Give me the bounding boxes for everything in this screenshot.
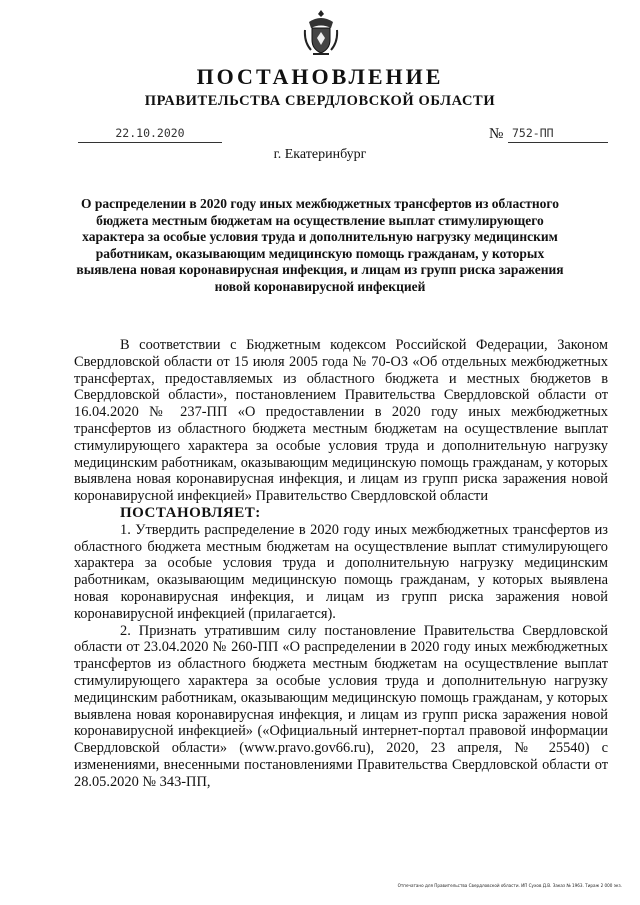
document-title: ПОСТАНОВЛЕНИЕ [196, 64, 444, 89]
document-subtitle: ПРАВИТЕЛЬСТВА СВЕРДЛОВСКОЙ ОБЛАСТИ [144, 93, 496, 109]
document-heading: О распределении в 2020 году иных межбюджетных трансфертов из областного бюджета местным бюджетам на осуществление выплат стимулирующего характера за особые условия труда и дополнительную нагрузку медицинским работникам, оказывающим медицинскую помощь гражданам, у которых выявлена новая коронавирусная инфекция, и лицам из групп риска заражения новой коронавирусной инфекцией [76, 196, 564, 294]
preamble-paragraph: В соответствии с Бюджетным кодексом Российской Федерации, Законом Свердловской области от 15 июля 2005 года № 70-ОЗ «Об отдельных межбюджетных трансфертах, предоставляемых из областного бюджета и местных бюджетов в Свердловской области», постановлением Правительства Свердловской области от 16.04.2020 № 237-ПП «О предоставлении в 2020 году иных межбюджетных трансфертов из областного бюджета местным бюджетам на осуществление выплат стимулирующего характера за особые условия труда и дополнительную нагрузку медицинским работникам, оказывающим медицинскую помощь гражданам, у которых выявлена новая коронавирусная инфекция, и лицам из групп риска заражения новой коронавирусной инфекцией» Правительство Свердловской области [74, 337, 608, 505]
item-1-paragraph: 1. Утвердить распределение в 2020 году иных межбюджетных трансфертов из областного бюджета местным бюджетам на осуществление выплат стимулирующего характера за особые условия труда и дополнительную нагрузку медицинским работникам, оказывающим медицинскую помощь гражданам, у которых выявлена новая коронавирусная инфекция, и лицам из групп риска заражения новой коронавирусной инфекцией (прилагается). [74, 521, 608, 622]
resolve-heading: ПОСТАНОВЛЯЕТ: [120, 504, 261, 521]
document-body [74, 337, 608, 791]
item-2-paragraph: 2. Признать утратившим силу постановление Правительства Свердловской области от 23.04.2020 № 260-ПП «О распределении в 2020 году иных межбюджетных трансфертов из областного бюджета местным бюджетам на осуществление выплат стимулирующего характера за особые условия труда и дополнительную нагрузку медицинским работникам, оказывающим медицинскую помощь гражданам, у которых выявлена новая коронавирусная инфекция, и лицам из групп риска заражения новой коронавирусной инфекцией» («Официальный интернет-портал правовой информации Свердловской области» (www.pravo.gov66.ru), 2020, 23 апреля, № 25540) с изменениями, внесенными постановлениями Правительства Свердловской области от 28.05.2020 № 343-ПП, [74, 622, 608, 790]
print-footer: Отпечатано для Правительства Свердловской области. ИП Сухов Д.В. Заказ № 1963. Тираж 2 000 экз. [397, 884, 622, 889]
document-city: г. Екатеринбург [273, 147, 367, 162]
number-label: № [489, 126, 504, 142]
document-date: 22.10.2020 [115, 126, 185, 140]
coat-of-arms-icon [303, 8, 339, 58]
date-underline [78, 142, 222, 143]
number-underline [508, 142, 608, 143]
document-number: 752-ПП [512, 126, 554, 140]
